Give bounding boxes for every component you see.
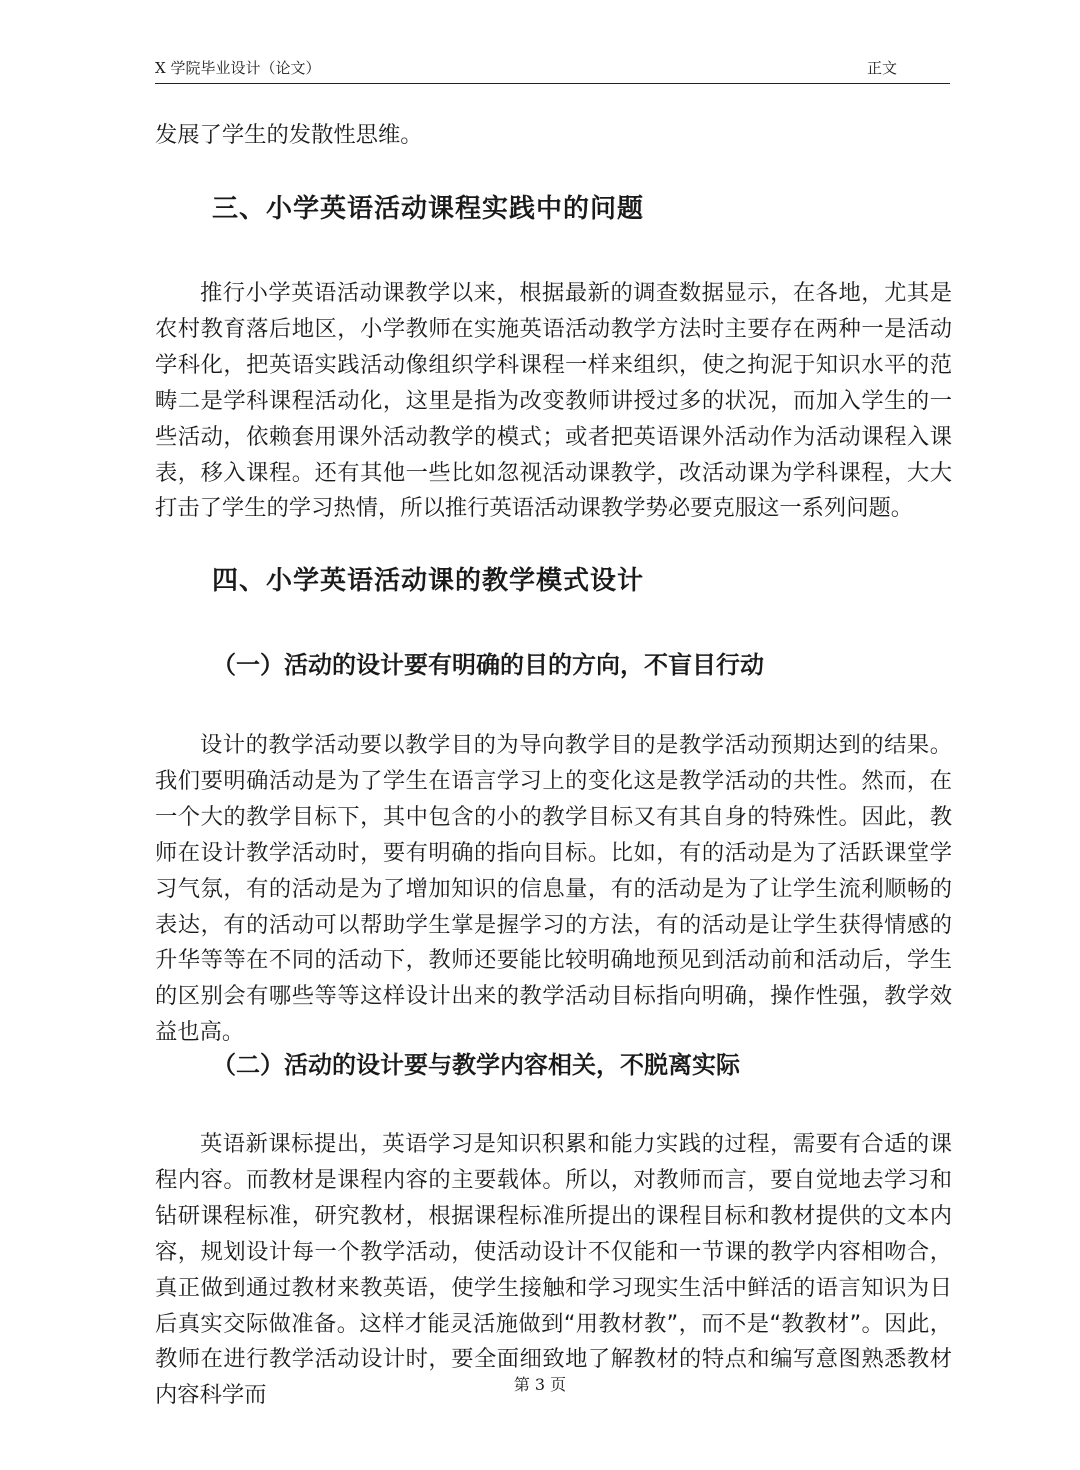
section-3-heading: 三、小学英语活动课程实践中的问题 — [212, 194, 645, 224]
intro-line: 发展了学生的发散性思维。 — [155, 122, 423, 148]
header-title: X 学院毕业设计（论文） — [155, 59, 321, 77]
page-number: 第 3 页 — [513, 1375, 567, 1394]
subsection-1-paragraph: 设计的教学活动要以教学目的为导向教学目的是教学活动预期达到的结果。我们要明确活动是为了学生在语言学习上的变化这是教学活动的共性。然而，在一个大的教学目标下，其中包含的小的教学目标又有其自身的特殊性。因此，教师在设计教学活动时，要有明确的指向目标。比如，有的活动是为了活跃课堂学习气氛，有的活动是为了增加知识的信息量，有的活动是为了让学生流利顺畅的表达，有的活动可以帮助学生掌是握学习的方法，有的活动是让学生获得情感的升华等等在不同的活动下，教师还要能比较明确地预见到活动前和活动后，学生的区别会有哪些等等这样设计出来的教学活动目标指向明确，操作性强，教学效益也高。 — [155, 732, 952, 1046]
header-section-label: 正文 — [866, 59, 897, 77]
subsection-2-heading: （二）活动的设计要与教学内容相关，不脱离实际 — [212, 1051, 740, 1079]
section-4-heading: 四、小学英语活动课的教学模式设计 — [212, 566, 645, 596]
subsection-2-paragraph: 英语新课标提出，英语学习是知识积累和能力实践的过程，需要有合适的课程内容。而教材是课程内容的主要载体。所以，对教师而言，要自觉地去学习和钻研课程标准，研究教材，根据课程标准所提出的课程目标和教材提供的文本内容，规划设计每一个教学活动，使活动设计不仅能和一节课的教学内容相吻合，真正做到通过教材来教英语，使学生接触和学习现实生活中鲜活的语言知识为日后真实交际做准备。这样才能灵活施做到“用教材教”，而不是“教教材”。因此，教师在进行教学活动设计时，要全面细致地了解教材的特点和编写意图熟悉教材内容科学而 — [155, 1131, 952, 1409]
header-divider — [155, 83, 950, 84]
page-header — [155, 57, 950, 83]
subsection-1-heading: （一）活动的设计要有明确的目的方向，不盲目行动 — [212, 651, 764, 679]
section-3-paragraph: 推行小学英语活动课教学以来，根据最新的调查数据显示，在各地，尤其是农村教育落后地区，小学教师在实施英语活动教学方法时主要存在两种一是活动学科化，把英语实践活动像组织学科课程一样来组织，使之拘泥于知识水平的范畴二是学科课程活动化，这里是指为改变教师讲授过多的状况，而加入学生的一些活动，依赖套用课外活动教学的模式；或者把英语课外活动作为活动课程入课表，移入课程。还有其他一些比如忽视活动课教学，改活动课为学科课程，大大打击了学生的学习热情，所以推行英语活动课教学势必要克服这一系列问题。 — [155, 280, 952, 522]
